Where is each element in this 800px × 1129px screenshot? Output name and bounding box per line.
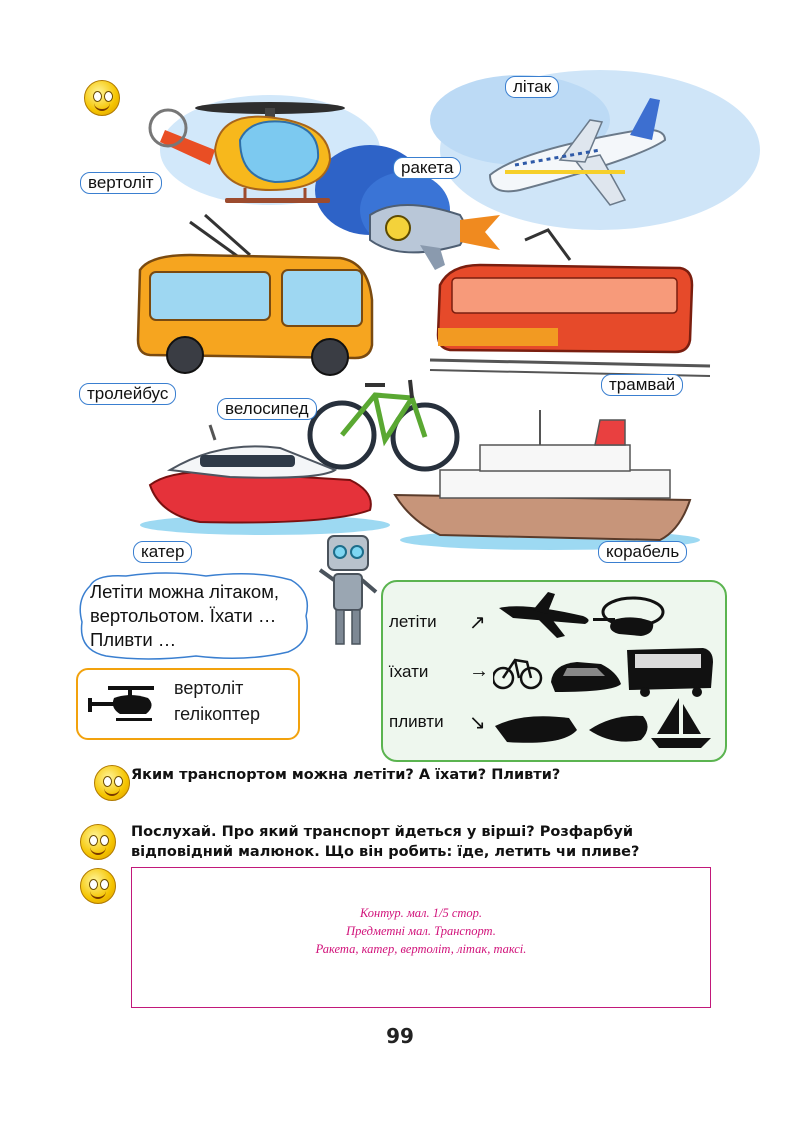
arrow-down-right-icon: ↘ bbox=[469, 712, 486, 734]
headphones-smiley-icon bbox=[80, 824, 116, 860]
robot-picture bbox=[312, 530, 384, 652]
note-line-2: Предметні мал. Транспорт. bbox=[346, 924, 496, 938]
label-ship: корабель bbox=[598, 541, 687, 563]
glossary-box bbox=[76, 668, 300, 740]
bubble-line-3: Пливти … bbox=[90, 629, 177, 650]
helicopter-silhouette-icon bbox=[86, 684, 166, 724]
airplane-silhouette-icon bbox=[499, 592, 589, 638]
arrow-up-right-icon: ↗ bbox=[469, 612, 486, 634]
bicycle-picture bbox=[310, 380, 457, 469]
rocket-picture bbox=[370, 205, 500, 270]
label-boat: катер bbox=[133, 541, 192, 563]
note-line-1: Контур. мал. 1/5 стор. bbox=[359, 906, 483, 920]
bubble-line-2: вертольотом. Їхати … bbox=[90, 605, 277, 626]
note-line-3: Ракета, катер, вертоліт, літак, таксі. bbox=[315, 942, 527, 956]
thinking-smiley-icon bbox=[80, 868, 116, 904]
car-silhouette-icon bbox=[551, 662, 621, 692]
verb-box bbox=[381, 580, 727, 762]
label-helicopter: вертоліт bbox=[80, 172, 162, 194]
label-rocket: ракета bbox=[393, 157, 461, 179]
verb-swim: пливти bbox=[389, 712, 444, 731]
trolleybus-picture bbox=[138, 215, 372, 375]
label-plane: літак bbox=[505, 76, 559, 98]
speedboat-silhouette-icon bbox=[589, 716, 648, 742]
tram-picture bbox=[430, 230, 710, 376]
verb-fly: летіти bbox=[389, 612, 437, 631]
microphone-smiley-icon bbox=[94, 765, 130, 801]
question-1: Яким транспортом можна летіти? А їхати? Пливти? bbox=[131, 767, 561, 783]
helicopter-silhouette-icon bbox=[593, 598, 663, 636]
glossary-word-2: гелікоптер bbox=[174, 704, 260, 724]
magnifier-smiley-icon bbox=[84, 80, 120, 116]
bus-silhouette-icon bbox=[627, 648, 713, 697]
sailboat-silhouette-icon bbox=[651, 698, 711, 748]
ship-picture bbox=[395, 410, 700, 550]
bubble-line-1: Летіти можна літаком, bbox=[90, 581, 280, 602]
question-2-line-1: Послухай. Про який транспорт йдеться у вірші? Розфарбуй bbox=[131, 824, 634, 840]
thought-bubble-text bbox=[90, 580, 279, 652]
bicycle-silhouette-icon bbox=[493, 660, 541, 688]
label-tram: трамвай bbox=[601, 374, 683, 396]
label-trolleybus: тролейбус bbox=[79, 383, 176, 405]
question-2-line-2: відповідний малюнок. Що він робить: їде, летить чи пливе? bbox=[131, 844, 640, 860]
boat-picture bbox=[140, 425, 390, 535]
glossary-word-1: вертоліт bbox=[174, 678, 244, 698]
arrow-right-icon: → bbox=[469, 660, 489, 682]
label-bicycle: велосипед bbox=[217, 398, 317, 420]
vehicle-silhouettes bbox=[493, 588, 721, 754]
motorboat-silhouette-icon bbox=[495, 716, 577, 743]
verb-drive: їхати bbox=[389, 662, 429, 681]
page-number: 99 bbox=[386, 1024, 414, 1048]
